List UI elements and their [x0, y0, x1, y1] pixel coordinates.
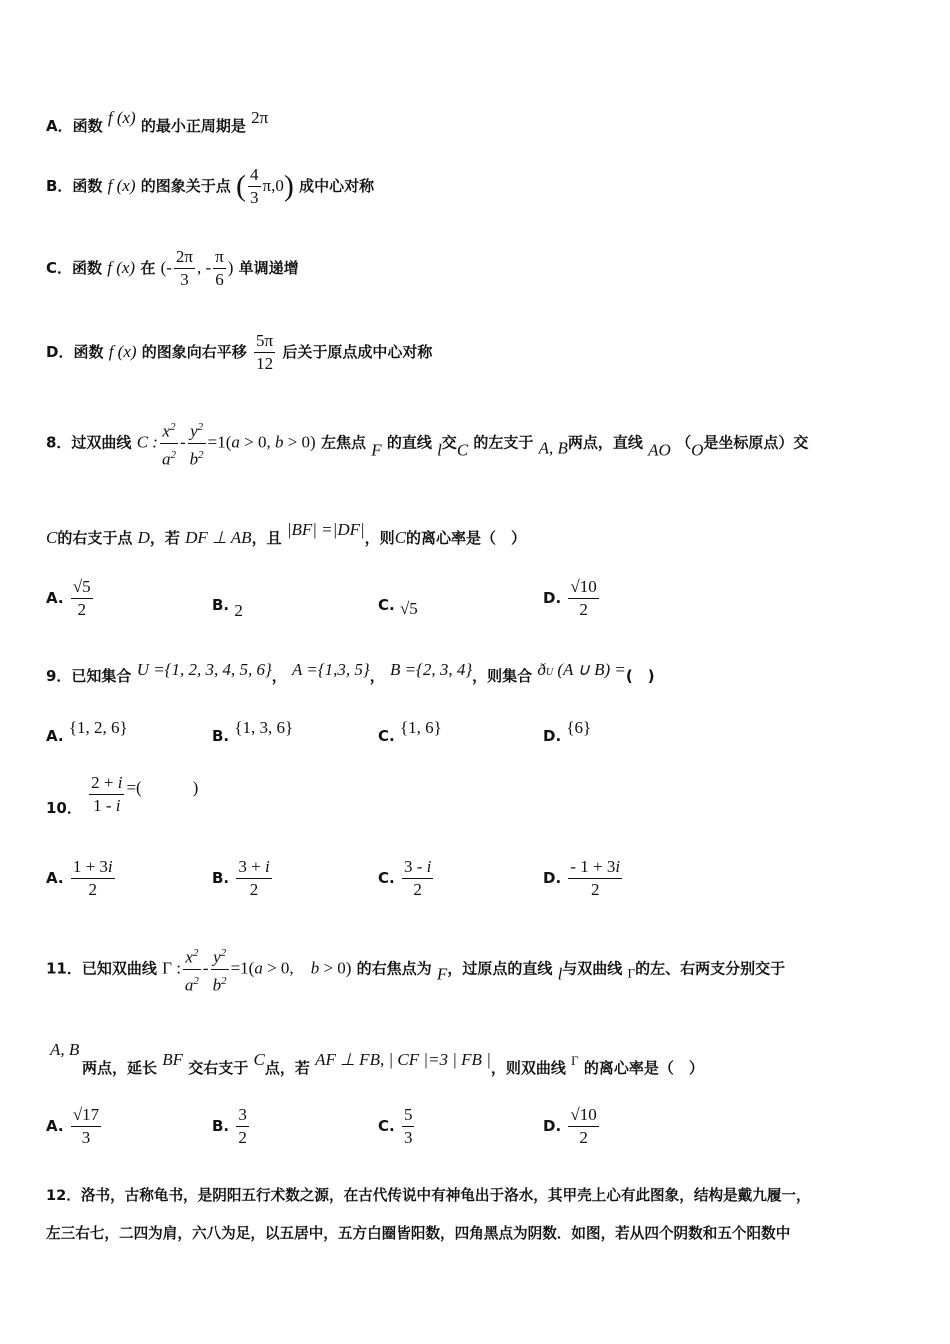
q9-stem	[46, 660, 655, 686]
stem-text: 是坐标原点）交	[703, 433, 809, 452]
stem-text: ，则双曲线	[490, 1059, 566, 1077]
math-complement: ðU (A ∪ B) =	[537, 660, 626, 679]
stem-text: 两点，延长	[82, 1059, 158, 1077]
math-frac: $\frac{2 + i}{1 - i}$	[91, 773, 123, 815]
option-label: C.	[378, 869, 395, 887]
option-label: A．函数	[46, 117, 103, 135]
math-expr: =1(a > 0, b > 0)	[207, 432, 316, 452]
math-AO: AO	[648, 440, 671, 460]
option-label: C.	[378, 596, 395, 614]
question-number: 8．过双曲线	[46, 433, 132, 452]
math-fx: f (x)	[107, 108, 136, 127]
math-value: {6}	[566, 718, 592, 737]
q9-option-d	[543, 718, 591, 745]
math-expr: , -	[197, 258, 212, 277]
q10-option-c	[378, 856, 435, 901]
stem-text: （	[676, 433, 692, 452]
q9-option-b	[212, 718, 293, 745]
q11-option-d	[543, 1104, 601, 1149]
q11-stem-line1	[46, 942, 785, 996]
q12-stem-line1: 12．洛书，古称龟书，是阴阳五行术数之源，在古代传说中有神龟出于洛水，其甲壳上心有此图象，结构是戴九履一，	[46, 1187, 811, 1204]
math-C: C	[46, 528, 58, 547]
math-F: F	[371, 440, 382, 460]
math-frac: $\frac{\pi}{6}$	[215, 247, 224, 289]
option-label: C.	[378, 1117, 395, 1135]
stem-text: ，	[271, 667, 287, 685]
math-value: {1, 2, 6}	[68, 718, 128, 737]
option-label: D.	[543, 589, 562, 607]
option-text: 后关于原点成中心对称	[282, 343, 433, 361]
q7-option-b	[46, 164, 374, 209]
math-C: C	[253, 1050, 265, 1069]
math-set-B: B ={2, 3, 4}	[389, 660, 473, 679]
stem-text: 交右支于	[188, 1059, 249, 1077]
stem-text: ，且	[251, 529, 282, 547]
stem-text: 交	[441, 433, 457, 452]
math-expr: =1(a > 0, b > 0)	[230, 958, 352, 978]
math-frac: $\frac{4}{3}$	[250, 165, 259, 207]
stem-text: ( )	[625, 667, 655, 685]
q11-option-a	[46, 1104, 103, 1149]
math-gamma: Γ	[571, 1053, 579, 1068]
option-label: D．函数	[46, 343, 104, 361]
math-fx: f (x)	[108, 342, 137, 361]
math-D: D	[137, 528, 150, 547]
option-label: B.	[212, 596, 230, 614]
math-frac: $\frac{y^2}{b^2}$	[211, 942, 229, 996]
math-AB: A, B	[50, 1040, 80, 1059]
option-label: B.	[212, 869, 230, 887]
option-label: D.	[543, 869, 562, 887]
math-O: O	[691, 440, 704, 460]
q10-option-d	[543, 856, 624, 901]
option-label: D.	[543, 1117, 562, 1135]
option-text: 在	[140, 259, 156, 277]
q8-stem-line2	[46, 520, 526, 548]
option-text: 的图象向右平移	[141, 343, 247, 361]
option-label: D.	[543, 727, 562, 745]
option-label: A.	[46, 727, 64, 745]
q12-stem-line2: 左三右七，二四为肩，六八为足，以五居中，五方白圈皆阳数，四角黑点为阴数．如图，若从四个阴数和五个阳数中	[46, 1225, 791, 1242]
stem-text: ，	[369, 667, 385, 685]
math-frac: $\frac{1 + 3i}{2}$	[72, 857, 113, 899]
stem-text: 与双曲线	[562, 959, 623, 978]
q8-option-a	[46, 576, 95, 621]
q10-option-b	[212, 856, 274, 901]
option-text: 单调递增	[238, 259, 299, 277]
q8-option-d	[543, 576, 601, 621]
math-F: F	[436, 964, 448, 984]
stem-text: 的离心率是（ ）	[583, 1059, 704, 1077]
q8-stem-line1	[46, 416, 808, 470]
option-label: B．函数	[46, 177, 103, 195]
math-set-U: U ={1, 2, 3, 4, 5, 6}	[136, 660, 272, 679]
math-frac: $\frac{3}{2}$	[238, 1105, 247, 1147]
math-C: C	[394, 528, 407, 547]
q9-option-a	[46, 718, 128, 745]
math-expr: (-	[160, 258, 172, 277]
math-value: {1, 6}	[399, 718, 442, 737]
q9-option-c	[378, 718, 442, 745]
stem-text: 的左、右两支分别交于	[635, 959, 786, 978]
math-frac: $\frac{3 + i}{2}$	[238, 857, 270, 899]
math-expr: -	[202, 958, 209, 978]
stem-text: ，则集合	[472, 667, 533, 685]
math-frac: $\frac{2\pi}{3}$	[175, 247, 193, 289]
stem-text: ，若	[149, 529, 180, 547]
math-expr: )	[227, 258, 234, 277]
math-frac: $\frac{5}{3}$	[403, 1105, 413, 1147]
q11-option-c	[378, 1104, 416, 1149]
math-fx: f (x)	[107, 176, 136, 195]
stem-text: ，则	[364, 529, 395, 547]
math-frac: $\frac{√10}{2}$	[570, 577, 597, 619]
stem-text: 点，若	[264, 1059, 310, 1077]
math-expr: -	[179, 432, 186, 452]
q7-option-c	[46, 246, 299, 291]
q10-option-a	[46, 856, 117, 901]
math-l: l	[437, 440, 442, 460]
math-paren: (	[236, 169, 246, 203]
stem-text: ，过原点的直线	[447, 959, 553, 978]
math-gamma: Γ	[627, 965, 636, 981]
math-frac: $\frac{x^2}{a^2}$	[160, 416, 178, 470]
math-l: l	[557, 964, 563, 984]
option-label: C．函数	[46, 259, 103, 277]
q8-option-c	[378, 596, 418, 619]
stem-text: 左焦点	[320, 433, 366, 452]
question-number: 10．	[46, 799, 82, 817]
math-hyperbola: C :	[136, 432, 158, 452]
math-AB: A, B	[538, 438, 568, 458]
option-text: 的图象关于点	[140, 177, 231, 195]
math-set-A: A ={1,3, 5}	[292, 660, 370, 679]
math-frac: $\frac{5\pi}{12}$	[256, 331, 274, 373]
math-2pi: 2π	[251, 108, 269, 127]
math-value: √5	[399, 599, 418, 618]
math-gamma: Γ :	[162, 958, 181, 978]
math-fx: f (x)	[107, 258, 136, 277]
option-text: 成中心对称	[299, 177, 375, 195]
question-number: 11．已知双曲线	[46, 959, 157, 978]
math-abs-eq: |BF| =|DF|	[286, 520, 365, 539]
math-frac: $\frac{3 - i}{2}$	[403, 857, 432, 899]
stem-text: =( )	[126, 778, 199, 797]
option-text: 的最小正周期是	[140, 117, 246, 135]
math-condition: AF ⊥ FB, | CF |=3 | FB |	[315, 1050, 491, 1069]
option-label: A.	[46, 1117, 64, 1135]
q10-stem	[46, 772, 198, 818]
math-frac: $\frac{√5}{2}$	[72, 577, 91, 619]
option-label: C.	[378, 727, 395, 745]
option-label: A.	[46, 589, 64, 607]
option-label: B.	[212, 727, 230, 745]
math-frac: $\frac{x^2}{a^2}$	[183, 942, 201, 996]
stem-text: 的直线	[386, 433, 432, 452]
math-paren: )	[283, 169, 294, 203]
q7-option-d	[46, 330, 432, 375]
math-frac: $\frac{√17}{3}$	[72, 1105, 100, 1147]
math-BF: BF	[162, 1050, 184, 1069]
math-frac: $\frac{y^2}{b^2}$	[188, 416, 206, 470]
math-C: C	[456, 440, 469, 460]
q11-stem-line2	[46, 1040, 80, 1067]
question-number: 9．已知集合	[46, 667, 132, 685]
stem-text: 的左支于	[473, 433, 534, 452]
stem-text: 的右支于点	[57, 529, 133, 547]
q7-option-a	[46, 108, 268, 136]
q11-option-b	[212, 1104, 251, 1149]
option-label: B.	[212, 1117, 230, 1135]
math-frac: $\frac{√10}{2}$	[570, 1105, 597, 1147]
math-value: 2	[234, 601, 243, 620]
math-perp: DF ⊥ AB	[185, 528, 252, 547]
q8-option-b	[212, 596, 243, 621]
stem-text: 两点，直线	[567, 433, 643, 452]
option-label: A.	[46, 869, 64, 887]
stem-text: 的离心率是（ ）	[406, 529, 527, 547]
math-frac: $\frac{- 1 + 3i}{2}$	[570, 857, 621, 899]
stem-text: 的右焦点为	[356, 959, 432, 978]
q11-stem-line2b	[82, 1050, 704, 1078]
math-expr: π,0	[262, 176, 284, 195]
math-value: {1, 3, 6}	[234, 718, 294, 737]
